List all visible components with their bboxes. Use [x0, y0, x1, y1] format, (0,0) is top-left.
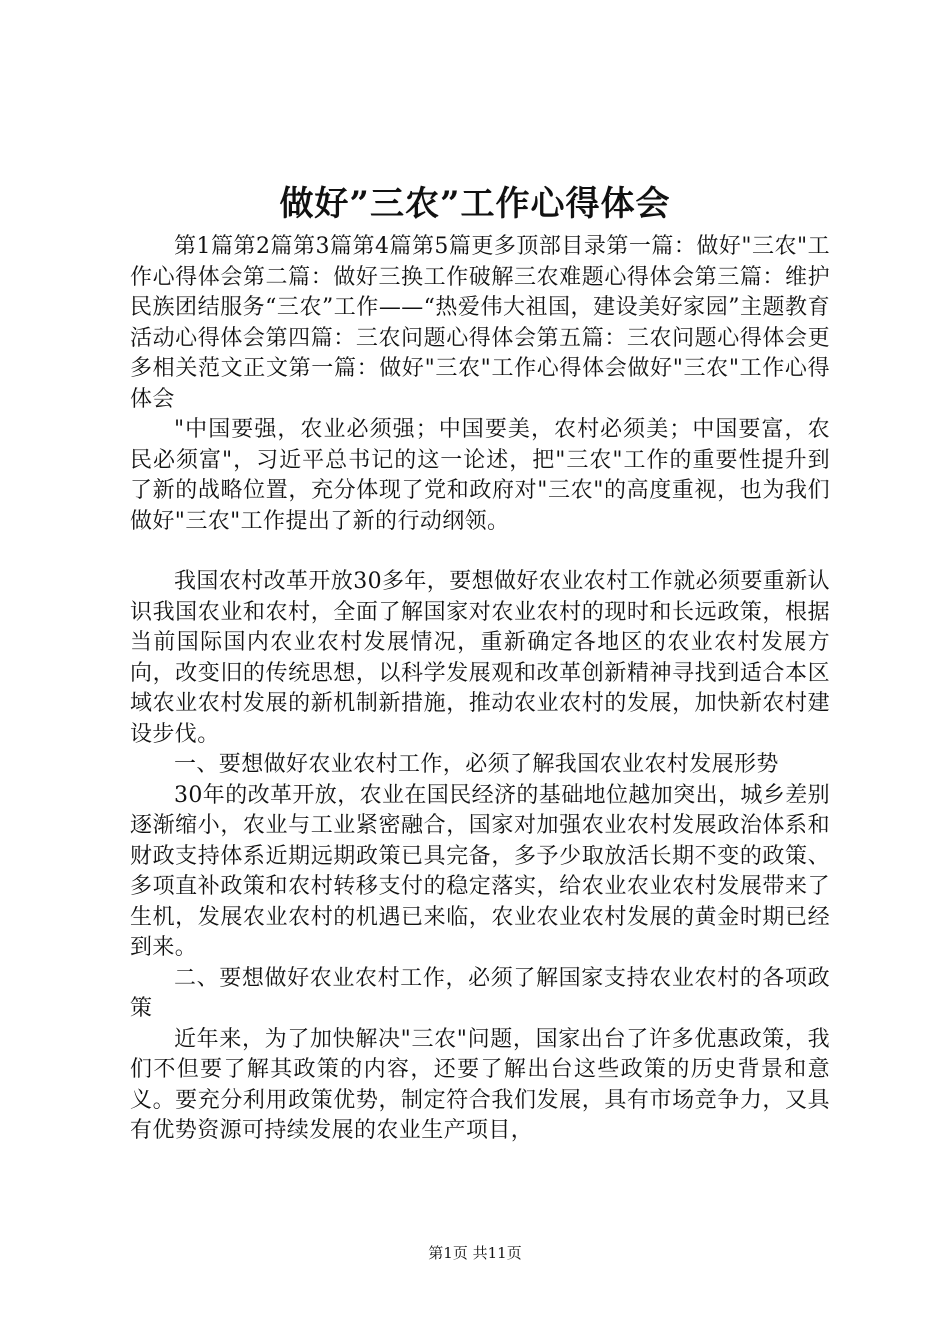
table-of-contents-paragraph: 第1篇第2篇第3篇第4篇第5篇更多顶部目录第一篇：做好"三农"工作心得体会第二篇：做好三换工作破解三农难题心得体会第三篇：维护民族团结服务“三农”工作——“热爱伟大祖国，建设美好家园”主题教育活动心得体会第四篇：三农问题心得体会第五篇：三农问题心得体会更多相关范文正文第一篇：做好"三农"工作心得体会做好"三农"工作心得体会 — [130, 234, 830, 412]
section-heading: 一、要想做好农业农村工作，必须了解我国农业农村发展形势 — [174, 752, 779, 777]
paragraph-spacer — [130, 537, 830, 567]
body-paragraph: 我国农村改革开放30多年，要想做好农业农村工作就必须要重新认识我国农业和农村，全面了解国家对农业农村的现时和长远政策，根据当前国际国内农业农村发展情况，重新确定各地区的农业农村发展方向，改变旧的传统思想，以科学发展观和改革创新精神寻找到适合本区域农业农村发展的新机制新措施，推动农业农村的发展，加快新农村建设步伐。 — [130, 569, 830, 747]
document-title: 做好”三农”工作心得体会 — [279, 184, 671, 224]
body-paragraph: 近年来，为了加快解决"三农"问题，国家出台了许多优惠政策，我们不但要了解其政策的内容，还要了解出台这些政策的历史背景和意义。要充分利用政策优势，制定符合我们发展，具有市场竞争力，又具有优势资源可持续发展的农业生产项目， — [130, 1026, 830, 1143]
section-heading: 二、要想做好农业农村工作，必须了解国家支持农业农村的各项政策 — [130, 965, 830, 1021]
body-paragraph: "中国要强，农业必须强；中国要美，农村必须美；中国要富，农民必须富"，习近平总书记的这一论述，把"三农"工作的重要性提升到了新的战略位置，充分体现了党和政府对"三农"的高度重视，也为我们做好"三农"工作提出了新的行动纲领。 — [130, 417, 830, 534]
document-body — [130, 232, 830, 1147]
body-paragraph: 30年的改革开放，农业在国民经济的基础地位越加突出，城乡差别逐渐缩小，农业与工业紧密融合，国家对加强农业农村发展政治体系和财政支持体系近期远期政策已具完备，多予少取放活长期不变的政策、多项直补政策和农村转移支付的稳定落实，给农业农业农村发展带来了生机，发展农业农村的机遇已来临，农业农业农村发展的黄金时期已经到来。 — [130, 782, 830, 960]
page-number-footer: 第1页 共11页 — [428, 1244, 522, 1262]
